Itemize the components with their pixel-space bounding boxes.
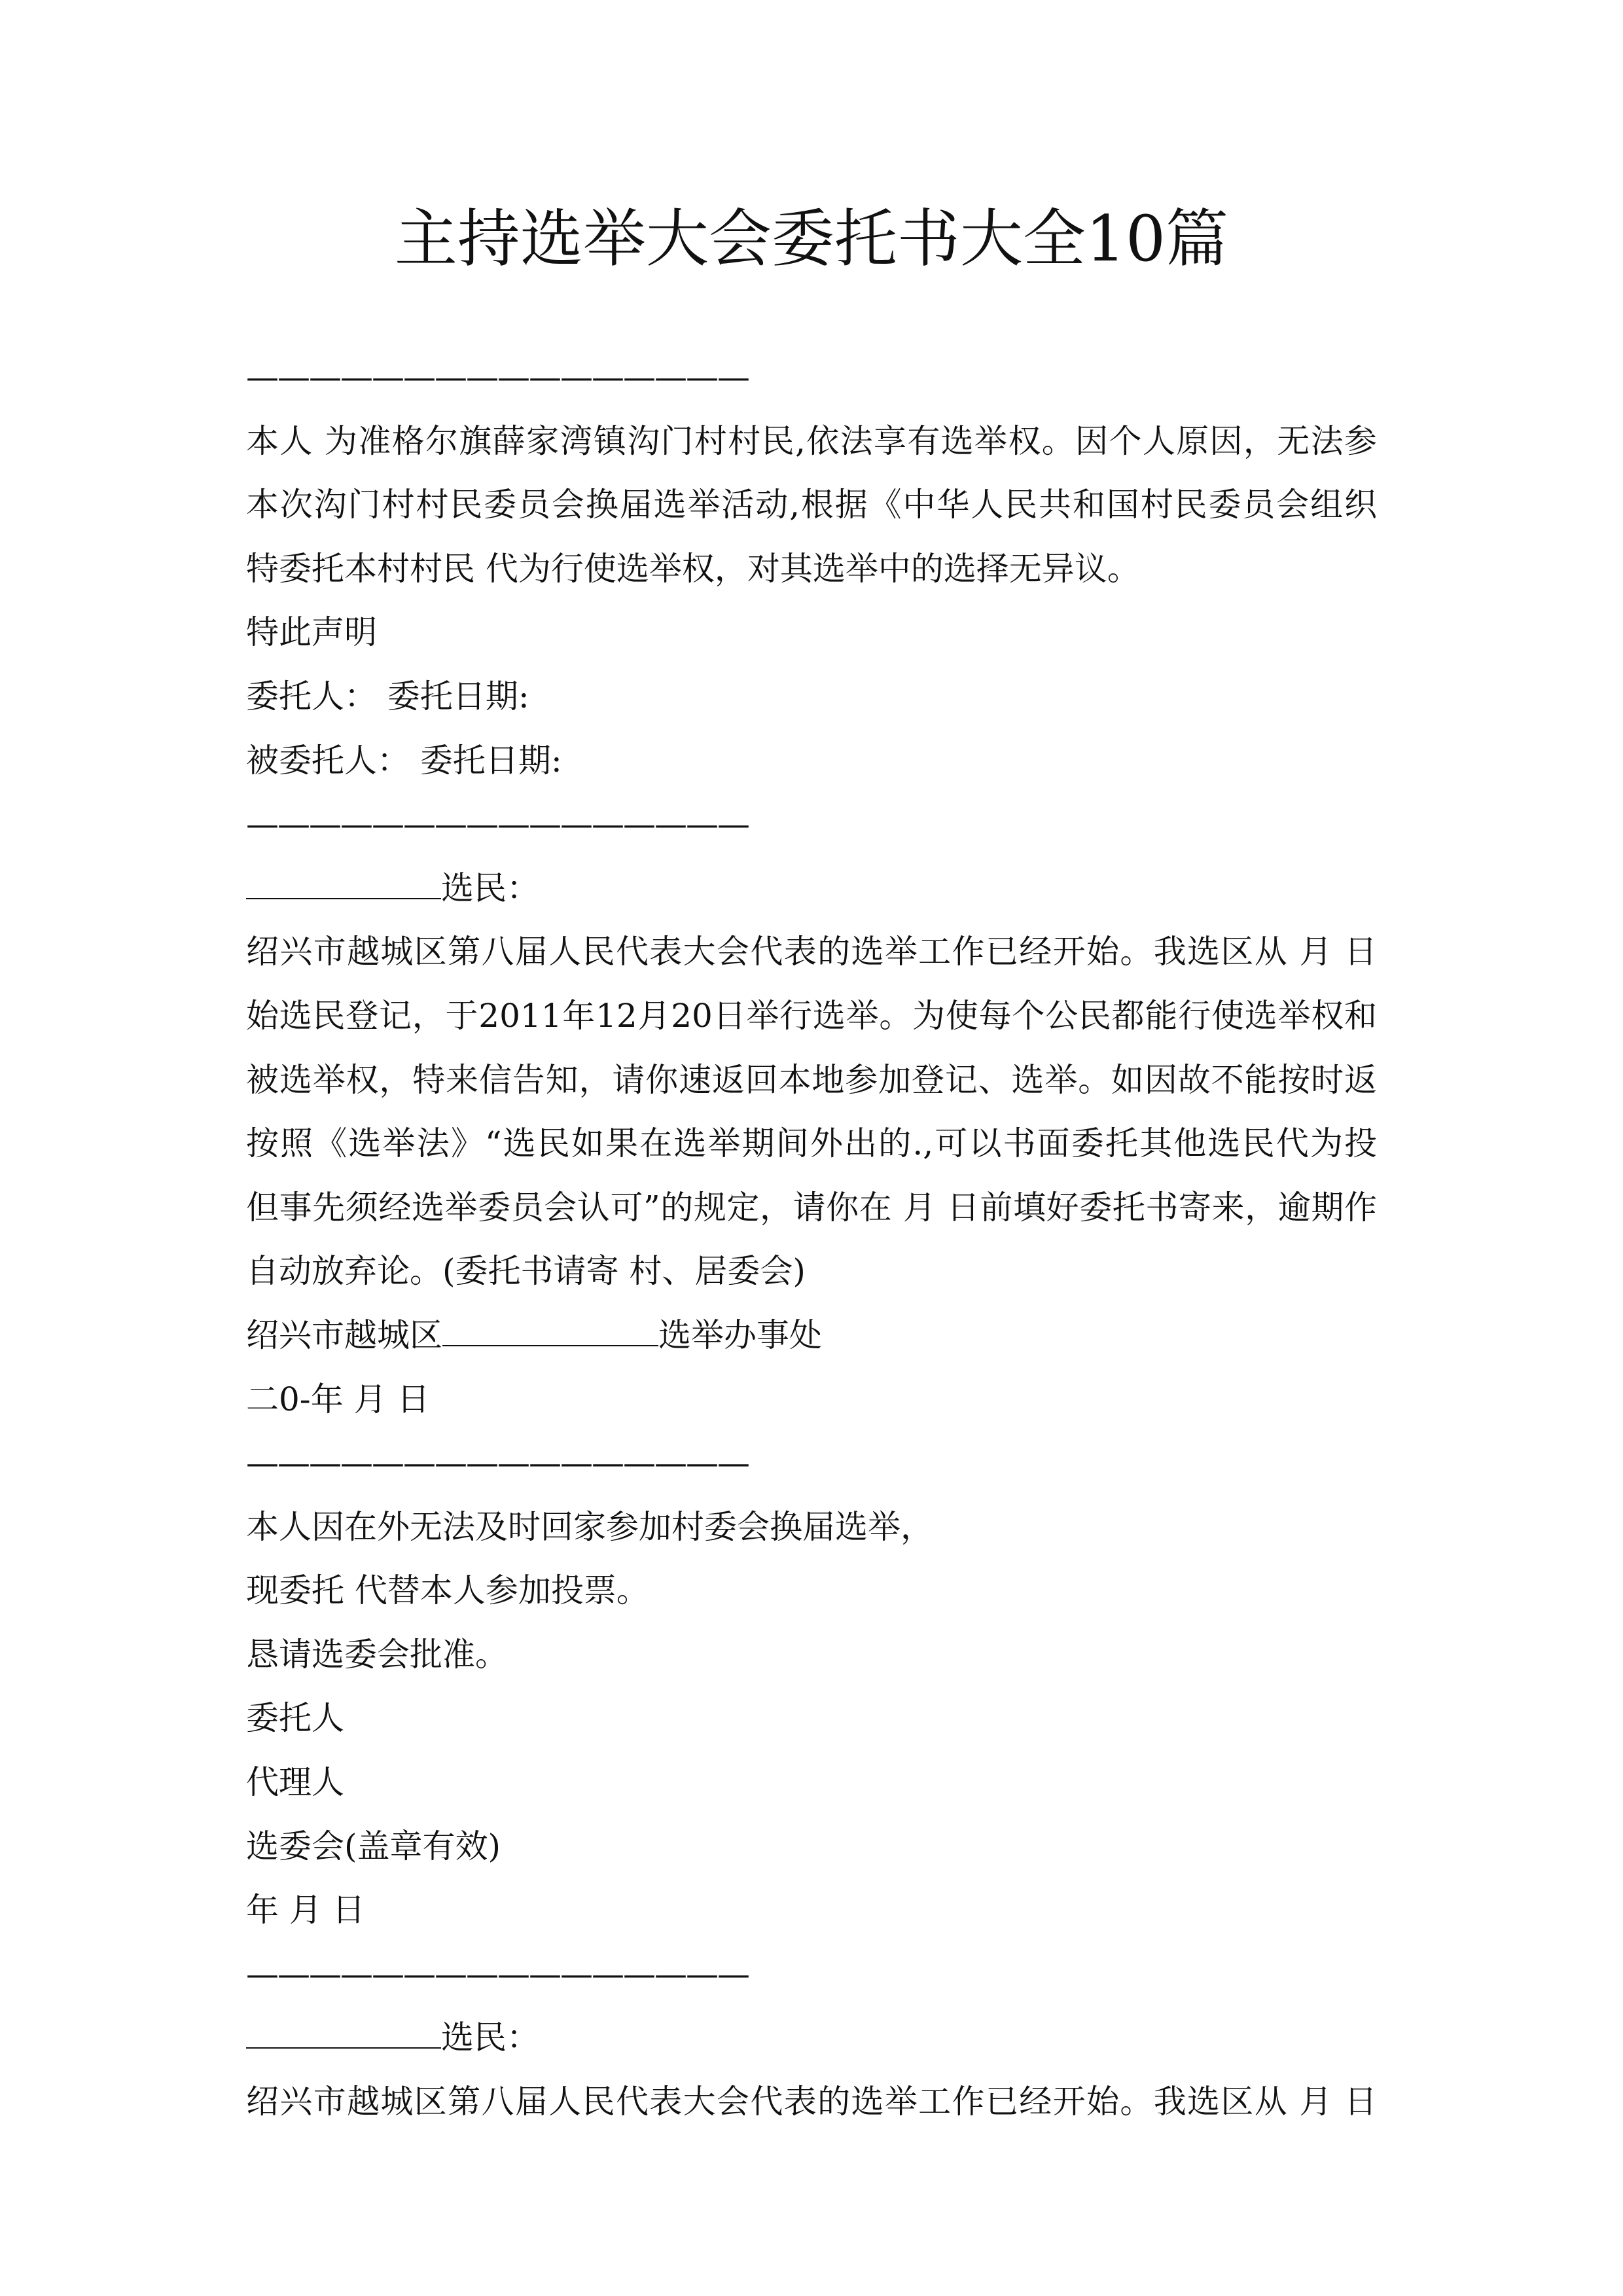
agent-label: 代理人	[246, 1763, 344, 1802]
divider: ————————————————	[246, 358, 749, 396]
document-title: 主持选举大会委托书大全10篇	[394, 202, 1229, 276]
date-line: 年 月 日	[246, 1891, 365, 1929]
office-line	[246, 1304, 1377, 1368]
office-blank	[442, 1319, 658, 1346]
paragraph-line: 特委托本村村民 代为行使选举权，对其选举中的选择无异议。	[246, 549, 1140, 588]
agent-line: 被委托人： 委托日期:	[246, 741, 562, 780]
paragraph-line: 本人因在外无法及时回家参加村委会换届选举，	[246, 1507, 933, 1546]
paragraph-line: 绍兴市越城区第八届人民代表大会代表的选举工作已经开始。我选区从 月 日	[246, 933, 1377, 971]
salutation: 选民：	[441, 2018, 539, 2057]
paragraph-line: 被选举权，特来信告知，请你速返回本地参加登记、选举。如因故不能按时返	[246, 1060, 1377, 1099]
paragraph-line: 本次沟门村村民委员会换届选举活动,根据《中华人民共和国村民委员会组织	[246, 486, 1377, 524]
principal-line: 委托人： 委托日期:	[246, 677, 529, 715]
paragraph-line: 始选民登记，于2011年12月20日举行选举。为使每个公民都能行使选举权和	[246, 996, 1377, 1035]
date-line: 二0-年 月 日	[246, 1380, 430, 1418]
paragraph-line: 本人 为准格尔旗薛家湾镇沟门村村民,依法享有选举权。因个人原因，无法参	[246, 422, 1377, 460]
divider: ————————————————	[246, 1444, 749, 1482]
salutation-line	[246, 857, 1377, 921]
principal-label: 委托人	[246, 1699, 344, 1738]
paragraph-line: 现委托 代替本人参加投票。	[246, 1571, 649, 1610]
salutation: 选民：	[441, 869, 539, 907]
name-blank	[246, 872, 441, 899]
document-body	[246, 346, 1377, 2134]
paragraph-line: 自动放弃论。(委托书请寄 村、居委会)	[246, 1252, 806, 1291]
divider: ————————————————	[246, 1954, 749, 1993]
office-suffix: 选举办事处	[658, 1316, 822, 1354]
name-blank	[246, 2021, 441, 2049]
paragraph-line: 恳请选委会批准。	[246, 1635, 508, 1674]
committee-label: 选委会(盖章有效)	[246, 1827, 501, 1865]
paragraph-line: 绍兴市越城区第八届人民代表大会代表的选举工作已经开始。我选区从 月 日	[246, 2083, 1377, 2121]
paragraph-line: 但事先须经选举委员会认可”的规定，请你在 月 日前填好委托书寄来，逾期作	[246, 1188, 1377, 1227]
paragraph-line: 按照《选举法》“选民如果在选举期间外出的.,可以书面委托其他选民代为投	[246, 1124, 1377, 1163]
office-prefix: 绍兴市越城区	[246, 1316, 442, 1354]
statement: 特此声明	[246, 613, 377, 652]
salutation-line	[246, 2006, 1377, 2070]
divider: ————————————————	[246, 805, 749, 844]
